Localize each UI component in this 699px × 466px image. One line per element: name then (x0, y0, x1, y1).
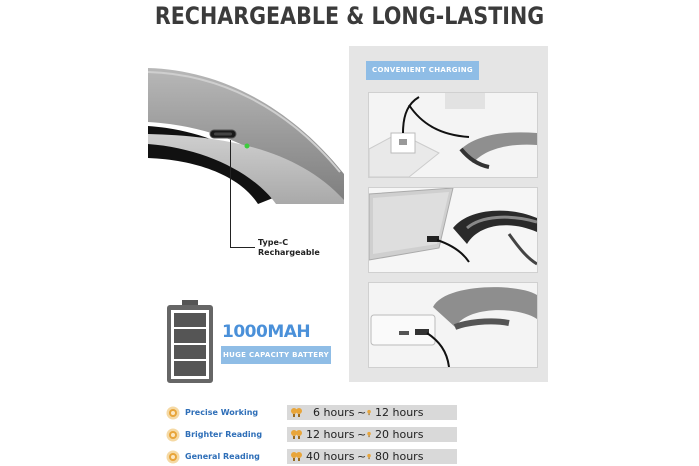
charging-led (245, 144, 250, 149)
sun-icon (166, 428, 180, 442)
callout-line-horizontal (230, 247, 255, 248)
hours-to: 12 hours (375, 406, 424, 419)
charging-badge: CONVENIENT CHARGING (366, 61, 479, 80)
hours-from: 40 hours (306, 450, 355, 463)
battery-icon (166, 300, 214, 384)
mode-row-precise (0, 405, 699, 421)
neckband-closeup-image (148, 64, 344, 204)
bulb-icon (290, 407, 302, 418)
charging-photo-wall-adapter (368, 92, 538, 178)
callout-line-vertical (230, 140, 231, 248)
mode-row-general (0, 449, 699, 465)
bulb-icon (290, 451, 302, 462)
bulb-icon (290, 429, 302, 440)
bulb-icon (367, 407, 374, 418)
charging-photo-power-bank (368, 282, 538, 368)
mode-row-brighter (0, 427, 699, 443)
charging-photo-laptop (368, 187, 538, 273)
hours-to: 20 hours (375, 428, 424, 441)
hours-separator: ~ (357, 450, 367, 463)
sun-icon (166, 450, 180, 464)
hours-from: 12 hours (306, 428, 355, 441)
typec-label-line2: Rechargeable (258, 248, 320, 257)
bulb-icon (367, 429, 374, 440)
bulb-icon (367, 451, 374, 462)
battery-badge: HUGE CAPACITY BATTERY (221, 346, 331, 364)
hours-separator: ~ (357, 428, 367, 441)
hours-to: 80 hours (375, 450, 424, 463)
battery-capacity: 1000MAH (222, 322, 311, 342)
mode-label: Brighter Reading (185, 430, 263, 439)
mode-label: Precise Working (185, 408, 259, 417)
sun-icon (166, 406, 180, 420)
hours-from: 6 hours (313, 406, 355, 419)
mode-label: General Reading (185, 452, 260, 461)
typec-label-line1: Type-C (258, 238, 289, 247)
page-title: RECHARGEABLE & LONG-LASTING (154, 2, 545, 30)
typec-label (258, 238, 320, 258)
hours-separator: ~ (357, 406, 367, 419)
